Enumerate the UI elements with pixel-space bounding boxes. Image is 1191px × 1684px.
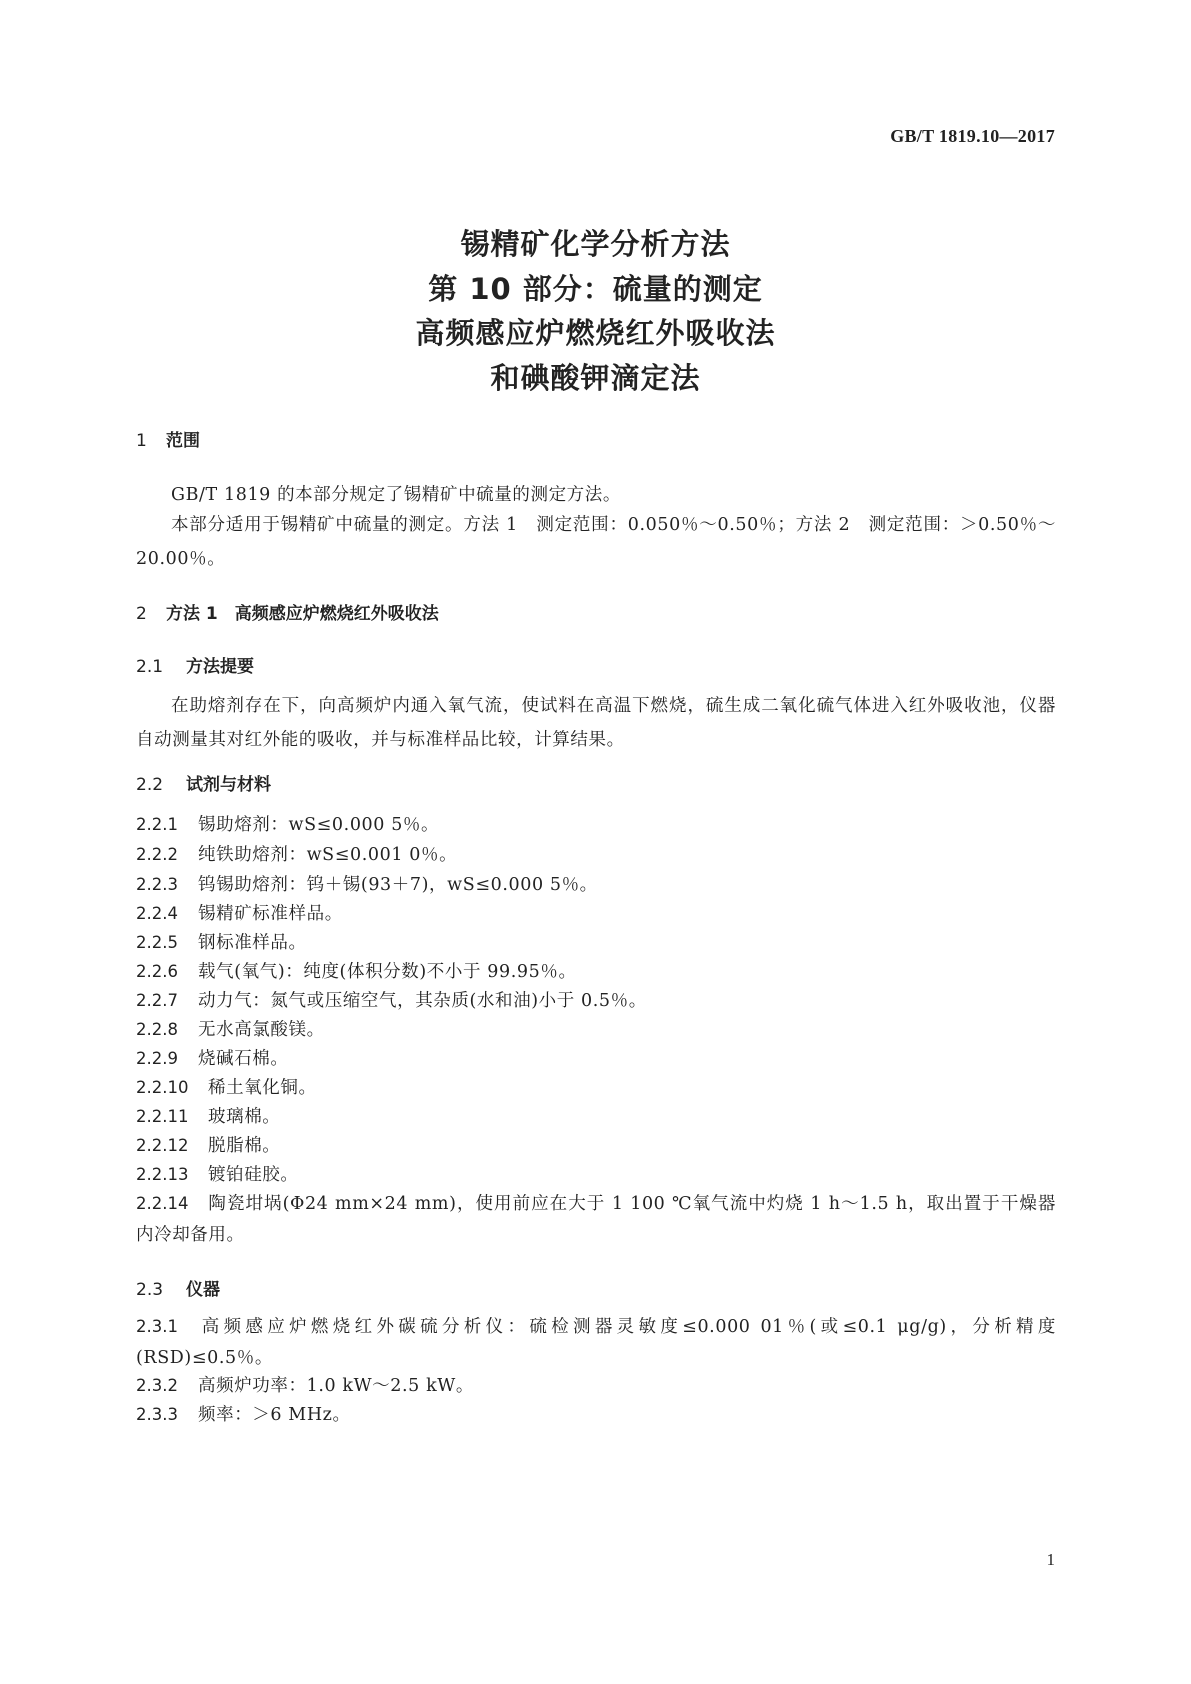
section-number: 1: [136, 431, 147, 451]
item-number: 2.2.8: [136, 1020, 178, 1039]
list-item: [136, 1312, 1056, 1373]
subsection-title: 仪器: [186, 1280, 220, 1300]
subsection-2-2-heading: [136, 770, 271, 795]
item-text: 载气(氧气)：纯度(体积分数)不小于 99.95％。: [198, 962, 577, 982]
list-item: [136, 1131, 1056, 1162]
item-text: 锡助熔剂：wS≤0.000 5％。: [198, 815, 440, 835]
page-number: 1: [1046, 1550, 1055, 1569]
item-number: 2.2.1: [136, 815, 178, 834]
item-number: 2.2.10: [136, 1078, 189, 1097]
item-text: 镀铂硅胶。: [208, 1165, 299, 1185]
item-text: 陶瓷坩埚(Φ24 mm×24 mm)，使用前应在大于 1 100 ℃氧气流中灼烧 1 h～1.5 h，取出置于干燥器内冷却备用。: [136, 1194, 1056, 1245]
item-text: 烧碱石棉。: [198, 1049, 289, 1069]
item-number: 2.2.5: [136, 933, 178, 952]
subsection-title: 方法提要: [186, 657, 254, 677]
list-item: [136, 1400, 1056, 1431]
item-number: 2.2.12: [136, 1136, 189, 1155]
item-text: 稀土氧化铜。: [208, 1078, 317, 1098]
item-number: 2.3.2: [136, 1376, 178, 1395]
subsection-2-1-heading: [136, 652, 254, 677]
list-item: [136, 1073, 1056, 1104]
title-line: 高频感应炉燃烧红外吸收法: [415, 316, 776, 350]
item-text: 高频炉功率：1.0 kW～2.5 kW。: [198, 1376, 474, 1396]
section-2-heading: [136, 599, 439, 624]
section-number: 2: [136, 604, 147, 624]
list-item: [136, 1371, 1056, 1402]
list-item: [136, 1189, 1056, 1250]
item-text: 锡精矿标准样品。: [198, 904, 343, 924]
title-line: 和碘酸钾滴定法: [490, 360, 701, 395]
list-item: [136, 810, 1056, 841]
subsection-title: 试剂与材料: [186, 775, 271, 795]
list-item: [136, 928, 1056, 959]
subsection-number: 2.3: [136, 1280, 164, 1300]
scope-paragraph-1: GB/T 1819 的本部分规定了锡精矿中硫量的测定方法。: [171, 485, 621, 505]
item-text: 钨锡助熔剂：钨＋锡(93＋7)，wS≤0.000 5％。: [198, 875, 598, 895]
scope-paragraph-2: 本部分适用于锡精矿中硫量的测定。方法 1 测定范围：0.050％～0.50％；方法 2 测定范围：＞0.50％～20.00％。: [136, 515, 1056, 569]
item-text: 频率：＞6 MHz。: [198, 1405, 351, 1425]
item-text: 脱脂棉。: [208, 1136, 281, 1156]
subsection-number: 2.2: [136, 775, 164, 795]
item-text: 无水高氯酸镁。: [198, 1020, 325, 1040]
subsection-number: 2.1: [136, 657, 164, 677]
item-text: 钢标准样品。: [198, 933, 307, 953]
list-item: [136, 870, 1056, 901]
item-number: 2.2.4: [136, 904, 178, 923]
section-1-heading: [136, 426, 200, 451]
subsection-2-3-heading: [136, 1275, 220, 1300]
item-number: 2.2.6: [136, 962, 178, 981]
item-number: 2.2.13: [136, 1165, 189, 1184]
item-number: 2.2.9: [136, 1049, 178, 1068]
document-title: [0, 222, 1191, 400]
item-number: 2.2.2: [136, 845, 178, 864]
method-summary-paragraph: 在助熔剂存在下，向高频炉内通入氧气流，使试料在高温下燃烧，硫生成二氧化硫气体进入红外吸收池，仪器自动测量其对红外能的吸收，并与标准样品比较，计算结果。: [136, 696, 1056, 750]
item-number: 2.2.11: [136, 1107, 189, 1126]
item-number: 2.3.3: [136, 1405, 178, 1424]
item-number: 2.2.7: [136, 991, 178, 1010]
list-item: [136, 1160, 1056, 1191]
list-item: [136, 986, 1056, 1017]
section-title: 方法 1 高频感应炉燃烧红外吸收法: [166, 604, 439, 624]
section-title: 范围: [166, 431, 200, 451]
list-item: [136, 899, 1056, 930]
title-line: 锡精矿化学分析方法: [460, 227, 731, 261]
item-number: 2.2.14: [136, 1194, 189, 1213]
list-item: [136, 957, 1056, 988]
list-item: [136, 840, 1056, 871]
item-number: 2.3.1: [136, 1317, 178, 1336]
standard-number: GB/T 1819.10—2017: [890, 126, 1055, 146]
item-number: 2.2.3: [136, 875, 178, 894]
title-line: 第 10 部分：硫量的测定: [428, 271, 763, 306]
item-text: 玻璃棉。: [208, 1107, 281, 1127]
item-text: 纯铁助熔剂：wS≤0.001 0％。: [198, 845, 458, 865]
list-item: [136, 1102, 1056, 1133]
item-text: 动力气：氮气或压缩空气，其杂质(水和油)小于 0.5％。: [198, 991, 647, 1011]
item-text: 高频感应炉燃烧红外碳硫分析仪：硫检测器灵敏度≤0.000 01％(或≤0.1 μg/g)，分析精度(RSD)≤0.5％。: [136, 1317, 1056, 1368]
list-item: [136, 1044, 1056, 1075]
list-item: [136, 1015, 1056, 1046]
